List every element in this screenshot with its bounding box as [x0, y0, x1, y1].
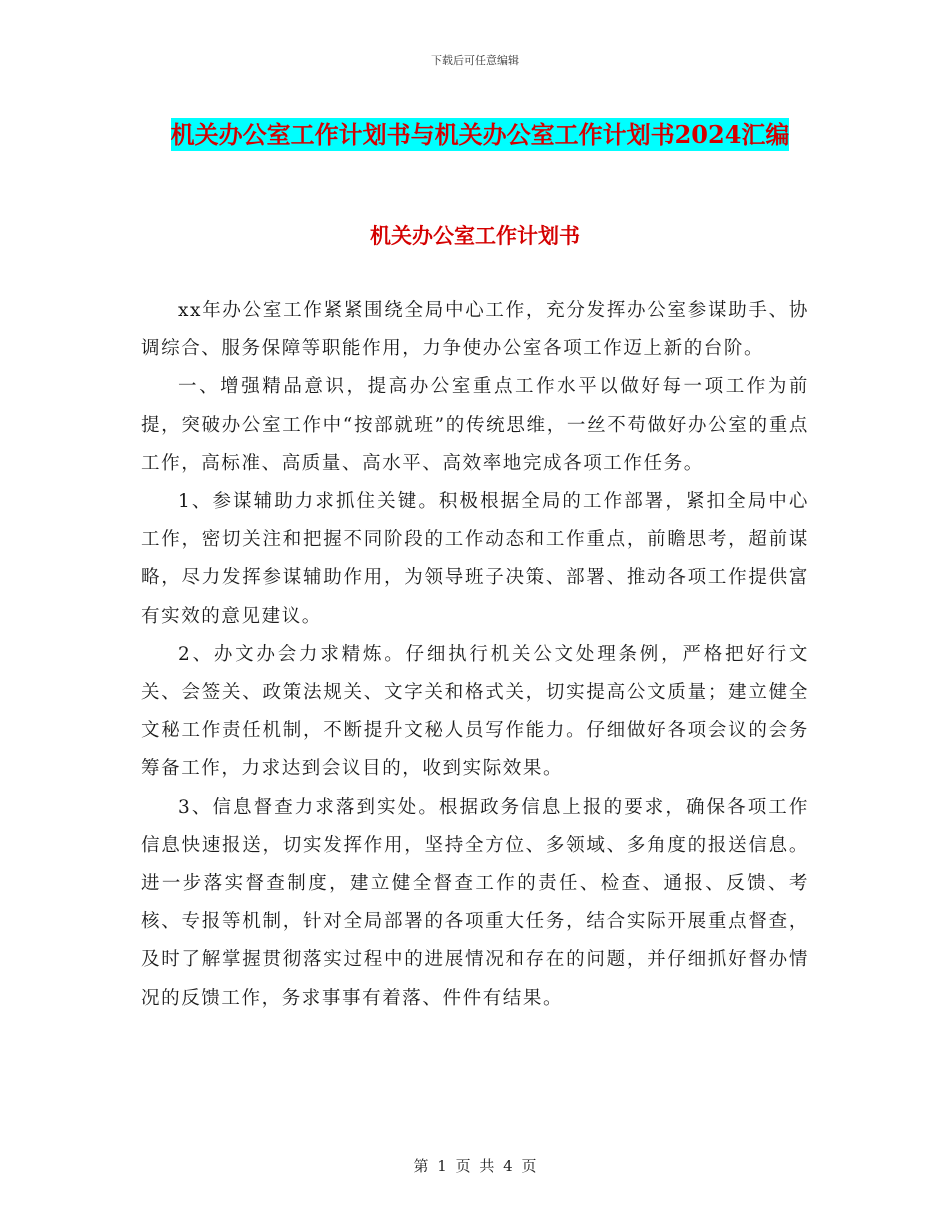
paragraph: 一、增强精品意识，提高办公室重点工作水平以做好每一项工作为前提，突破办公室工作中“按部就班”的传统思维，一丝不苟做好办公室的重点工作，高标准、高质量、高水平、高效率地完成各项工作任务。 — [141, 376, 809, 474]
section-title: 机关办公室工作计划书 — [370, 223, 580, 248]
paragraph: xx年办公室工作紧紧围绕全局中心工作，充分发挥办公室参谋助手、协调综合、服务保障等职能作用，力争使办公室各项工作迈上新的台阶。 — [141, 300, 809, 360]
paragraph: 2、办文办会力求精炼。仔细执行机关公文处理条例，严格把好行文关、会签关、政策法规关、文字关和格式关，切实提高公文质量；建立健全文秘工作责任机制，不断提升文秘人员写作能力。仔细做好各项会议的会务筹备工作，力求达到会议目的，收到实际效果。 — [141, 643, 809, 780]
paragraph: 1、参谋辅助力求抓住关键。积极根据全局的工作部署，紧扣全局中心工作，密切关注和把握不同阶段的工作动态和工作重点，前瞻思考，超前谋略，尽力发挥参谋辅助作用，为领导班子决策、部署、推动各项工作提供富有实效的意见建议。 — [141, 491, 809, 627]
page-footer: 第 1 页 共 4 页 — [413, 1157, 537, 1175]
main-title-text: 机关办公室工作计划书与机关办公室工作计划书2024汇编 — [170, 120, 790, 149]
paragraph: 3、信息督查力求落到实处。根据政务信息上报的要求，确保各项工作信息快速报送，切实发挥作用，坚持全方位、多领域、多角度的报送信息。进一步落实督查制度，建立健全督查工作的责任、检查、通报、反馈、考核、专报等机制，针对全局部署的各项重大任务，结合实际开展重点督查，及时了解掌握贯彻落实过程中的进展情况和存在的问题，并仔细抓好督办情况的反馈工作，务求事事有着落、件件有结果。 — [141, 796, 809, 1009]
main-title — [140, 112, 820, 158]
body-text — [141, 292, 809, 1018]
header-note: 下载后可任意编辑 — [431, 54, 519, 67]
